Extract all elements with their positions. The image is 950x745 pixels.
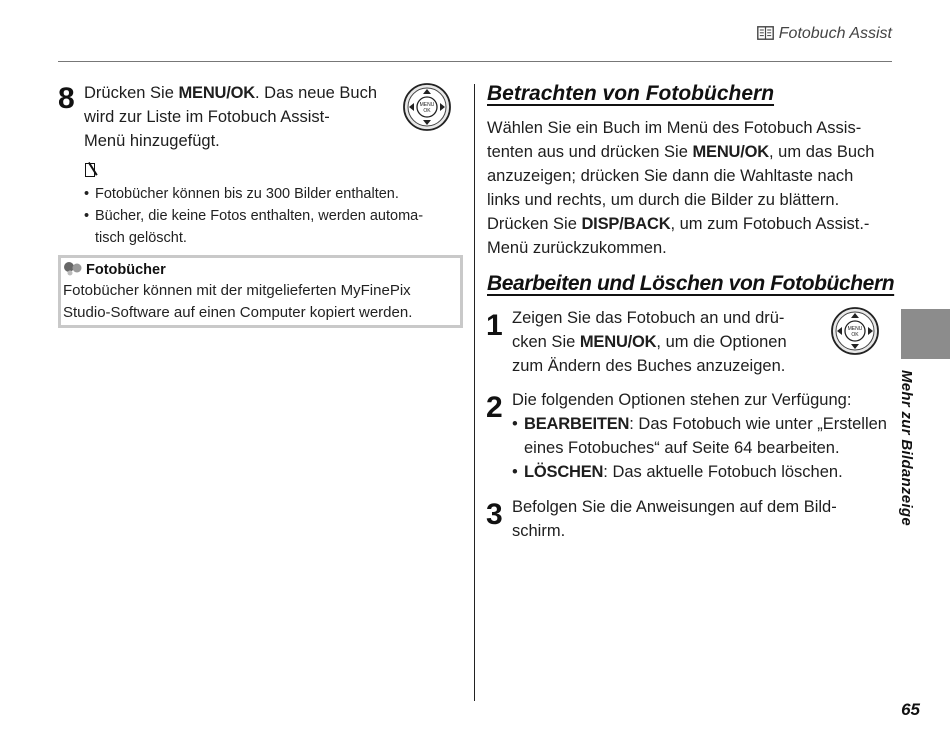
view-line-3: anzuzeigen; drücken Sie dann die Wahltaste nach — [487, 167, 854, 185]
step-number-1: 1 — [486, 309, 503, 342]
list-item: • BEARBEITEN: Das Fotobuch wie unter „Erstellen — [512, 415, 887, 433]
list-item: • Bücher, die keine Fotos enthalten, werden automa- — [84, 208, 424, 224]
section-heading-edit: Bearbeiten und Löschen von Fotobüchern — [487, 272, 895, 295]
chapter-label — [898, 370, 924, 555]
note-list — [84, 183, 463, 249]
svg-text:OK: OK — [423, 108, 431, 114]
menu-ok-key: MENU/OK — [178, 84, 255, 102]
option-edit-label: BEARBEITEN — [524, 415, 630, 433]
note-pencil-icon — [85, 163, 95, 177]
chapter-tab — [901, 309, 950, 359]
header-title: Fotobuch Assist — [778, 25, 892, 42]
tip-text — [63, 280, 458, 324]
step-number-8: 8 — [58, 82, 75, 115]
step-2-text — [512, 388, 891, 484]
section-heading-view: Betrachten von Fotobüchern — [487, 82, 775, 105]
running-header — [740, 25, 892, 47]
chapter-label-text: Mehr zur Bildanzeige — [898, 370, 915, 527]
view-line-1: Wählen Sie ein Buch im Menü des Fotobuch Assis- — [487, 119, 862, 137]
tip-line-2: Studio-Software auf einen Computer kopiert werden. — [63, 304, 413, 321]
view-line-2: tenten aus und drücken Sie MENU/OK, um das Buch — [487, 143, 875, 161]
menu-ok-key: MENU/OK — [692, 143, 770, 161]
list-item: • Fotobücher können bis zu 300 Bilder enthalten. — [84, 186, 399, 202]
step-1-text — [512, 306, 810, 378]
option-delete-label: LÖSCHEN — [524, 463, 604, 481]
menu-ok-key: MENU/OK — [579, 333, 657, 351]
view-paragraph — [487, 116, 891, 260]
step-8-text — [84, 81, 382, 153]
list-item: • LÖSCHEN: Das aktuelle Fotobuch löschen. — [512, 463, 843, 481]
svg-text:OK: OK — [851, 332, 859, 338]
column-divider — [474, 84, 475, 701]
step-3-line-2: schirm. — [512, 522, 566, 540]
book-icon — [757, 26, 774, 45]
step-3-line-1: Befolgen Sie die Anweisungen auf dem Bild- — [512, 498, 837, 516]
step-8-line-1: Drücken Sie MENU/OK. Das neue Buch — [84, 84, 377, 102]
list-item-continuation: tisch gelöscht. — [95, 230, 187, 246]
menu-ok-dial-icon — [830, 306, 880, 361]
step-2-line-1: Die folgenden Optionen stehen zur Verfügung: — [512, 391, 852, 409]
step-3-text — [512, 495, 891, 543]
step-1-line-2: cken Sie MENU/OK, um die Optionen — [512, 333, 787, 351]
svg-text:MENU: MENU — [419, 102, 435, 108]
step-number-2: 2 — [486, 391, 503, 424]
tip-bubbles-icon — [63, 260, 83, 280]
menu-ok-dial-icon — [402, 82, 452, 137]
tip-line-1: Fotobücher können mit der mitgelieferten MyFinePix — [63, 282, 411, 299]
view-line-5: Drücken Sie DISP/BACK, um zum Fotobuch Assist.- — [487, 215, 870, 233]
tip-title: Fotobücher — [63, 260, 166, 280]
header-rule — [58, 61, 892, 62]
step-1-line-1: Zeigen Sie das Fotobuch an und drü- — [512, 309, 785, 327]
disp-back-key: DISP/BACK — [581, 215, 671, 233]
step-number-3: 3 — [486, 498, 503, 531]
step-8-line-2: wird zur Liste im Fotobuch Assist- — [84, 108, 330, 126]
view-line-4: links und rechts, um durch die Bilder zu blättern. — [487, 191, 840, 209]
step-1-line-3: zum Ändern des Buches anzuzeigen. — [512, 357, 786, 375]
view-line-6: Menü zurückzukommen. — [487, 239, 667, 257]
page-number: 65 — [901, 700, 920, 719]
step-8-line-3: Menü hinzugefügt. — [84, 132, 220, 150]
svg-text:MENU: MENU — [847, 326, 863, 332]
list-item-continuation: eines Fotobuches“ auf Seite 64 bearbeiten. — [524, 439, 840, 457]
